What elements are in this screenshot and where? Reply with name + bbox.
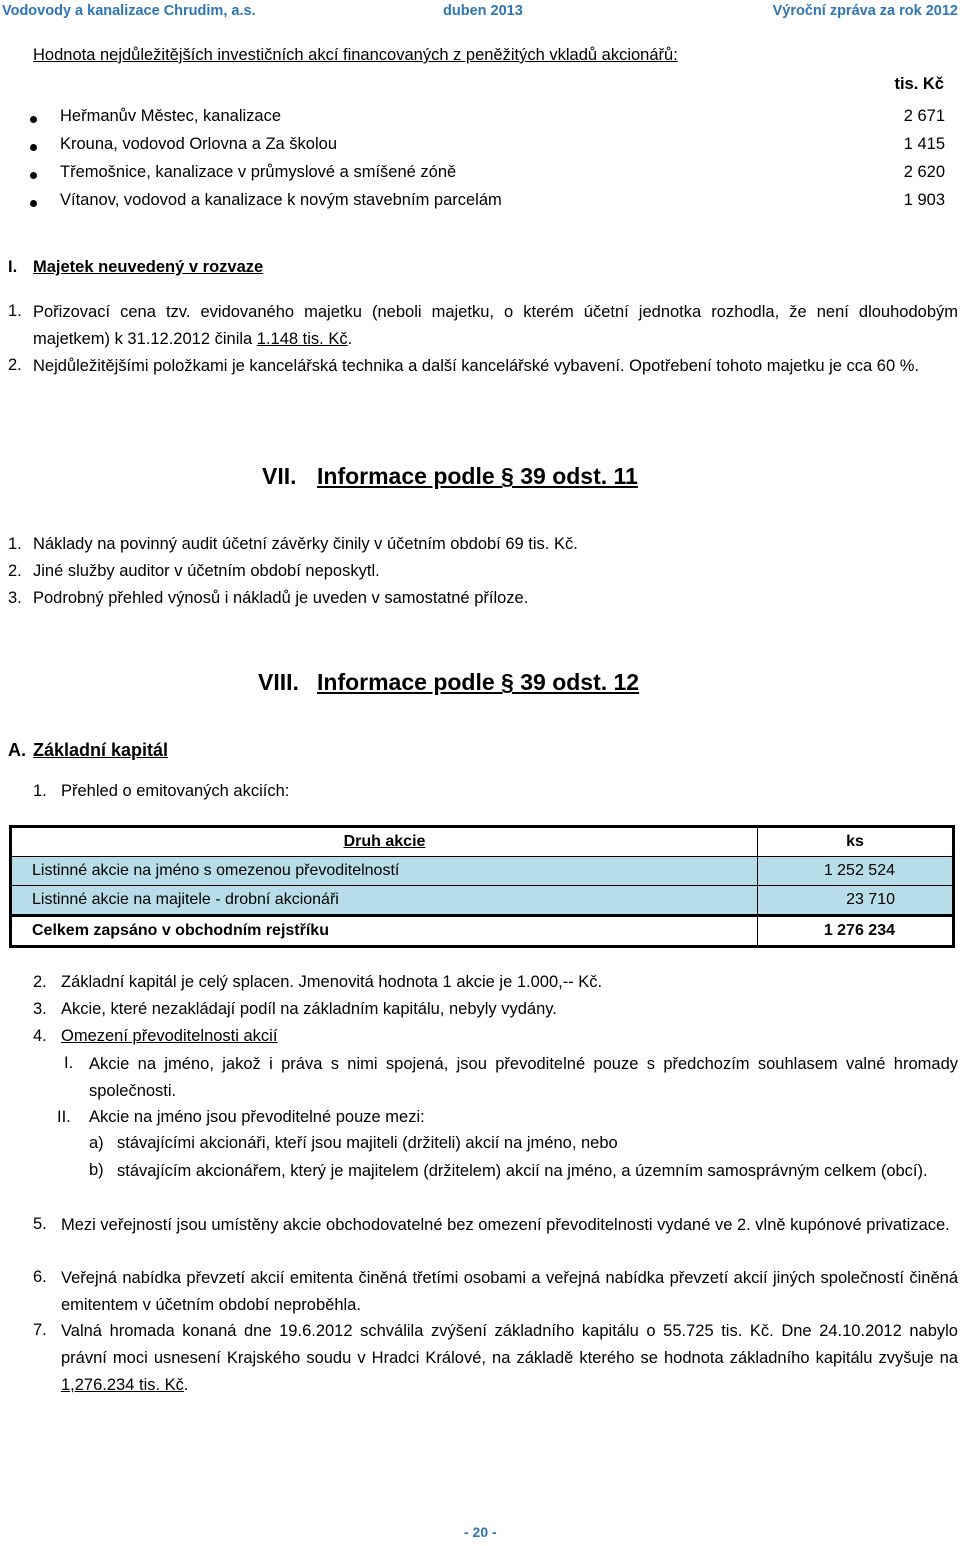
column-header-label: Druh akcie <box>343 833 426 850</box>
header-company: Vodovody a kanalizace Chrudim, a.s. <box>2 3 256 19</box>
letter-number: a) <box>89 1134 104 1152</box>
roman-number: II. <box>57 1108 71 1126</box>
section-title: Majetek neuvedený v rozvaze <box>33 258 264 276</box>
investments-unit: tis. Kč <box>894 75 944 93</box>
item-number: 2. <box>33 973 47 991</box>
item-number: 6. <box>33 1268 47 1286</box>
table-total-row <box>11 916 954 947</box>
punct: . <box>347 330 353 348</box>
share-count: 1 252 524 <box>758 857 954 886</box>
paragraph-text: Valná hromada konaná dne 19.6.2012 schválila zvýšení základního kapitálu o 55.725 tis. Kč. Dne 24.10.2012 nabylo právní moci usnesení Krajského soudu v Hradci Králové, na základě kterého se hodnota základního kapitálu zvyšuje na <box>61 1322 958 1367</box>
total-value: 1 276 234 <box>758 916 954 947</box>
page-number: - 20 - <box>464 1524 497 1540</box>
list-item <box>30 107 945 131</box>
item-number: 2. <box>8 356 22 374</box>
share-count: 23 710 <box>758 886 954 916</box>
paragraph: Mezi veřejností jsou umístěny akcie obchodovatelné bez omezení převoditelnosti vydané ve 2. vlně kupónové privatizace. <box>61 1216 950 1234</box>
header-report: Výroční zpráva za rok 2012 <box>772 3 958 19</box>
table-row <box>11 857 954 886</box>
section-number: VIII. <box>258 669 299 695</box>
item-number: 4. <box>33 1027 47 1045</box>
item-number: 1. <box>8 302 22 320</box>
table-row <box>11 886 954 916</box>
item-number: 5. <box>33 1215 47 1233</box>
subsection-title: Základní kapitál <box>33 740 169 760</box>
item-text: Jiné služby auditor v účetním období neposkytl. <box>33 562 380 580</box>
column-header <box>11 827 758 857</box>
item-text: Náklady na povinný audit účetní závěrky činily v účetním období 69 tis. Kč. <box>33 535 578 553</box>
amount: 1,276.234 tis. Kč <box>61 1376 184 1394</box>
share-type: Listinné akcie na majitele - drobní akcionáři <box>11 886 758 916</box>
item-number: 7. <box>33 1321 47 1339</box>
list-item <box>30 191 945 215</box>
column-header: ks <box>758 827 954 857</box>
bullet-icon <box>30 144 37 151</box>
subsection-number: A. <box>8 740 26 760</box>
investment-value: 2 620 <box>903 163 945 181</box>
investment-value: 2 671 <box>903 107 945 125</box>
item-text: stávajícími akcionáři, kteří jsou majiteli (držiteli) akcií na jméno, nebo <box>117 1134 618 1152</box>
investment-label: Vítanov, vodovod a kanalizace k novým stavebním parcelám <box>60 191 502 209</box>
paragraph: Nejdůležitějšími položkami je kancelářská technika a další kancelářské vybavení. Opotřebení tohoto majetku je cca 60 %. <box>33 357 919 375</box>
paragraph <box>61 1318 958 1399</box>
investment-label: Heřmanův Městec, kanalizace <box>60 107 282 125</box>
item-number: 2. <box>8 562 22 580</box>
item-number: 3. <box>33 1000 47 1018</box>
header-date: duben 2013 <box>443 3 523 19</box>
paragraph-text: Pořizovací cena tzv. evidovaného majetku (neboli majetku, o kterém účetní jednotka rozhodla, že není dlouhodobým majetkem) k 31.12.2012 činila <box>33 303 958 348</box>
item-text: Omezení převoditelnosti akcií <box>61 1027 278 1045</box>
item-number: 1. <box>8 535 22 553</box>
item-text: Akcie, které nezakládají podíl na základním kapitálu, nebyly vydány. <box>61 1000 557 1018</box>
item-number: 3. <box>8 589 22 607</box>
section-title: Informace podle § 39 odst. 11 <box>317 463 638 489</box>
section-title: Informace podle § 39 odst. 12 <box>317 669 640 695</box>
investment-value: 1 903 <box>903 191 945 209</box>
share-type: Listinné akcie na jméno s omezenou převoditelností <box>11 857 758 886</box>
roman-number: I. <box>64 1054 74 1072</box>
total-label: Celkem zapsáno v obchodním rejstříku <box>11 916 758 947</box>
paragraph <box>33 299 958 353</box>
investment-label: Třemošnice, kanalizace v průmyslové a smíšené zóně <box>60 163 457 181</box>
bullet-icon <box>30 116 37 123</box>
punct: . <box>183 1376 189 1394</box>
letter-number: b) <box>89 1161 104 1179</box>
paragraph: Akcie na jméno, jakož i práva s nimi spojená, jsou převoditelné pouze s předchozím souhlasem valné hromady společnosti. <box>89 1055 958 1100</box>
investments-title: Hodnota nejdůležitějších investičních akcí financovaných z peněžitých vkladů akcionářů: <box>33 46 678 64</box>
paragraph: Veřejná nabídka převzetí akcií emitenta činěná třetími osobami a veřejná nabídka převzetí akcií jiných společností činěná emitentem v účetním období neproběhla. <box>61 1269 958 1314</box>
section-number: I. <box>8 258 18 276</box>
shares-table <box>9 825 955 948</box>
list-item <box>30 135 945 159</box>
item-text: Podrobný přehled výnosů i nákladů je uveden v samostatné příloze. <box>33 589 529 607</box>
bullet-icon <box>30 172 37 179</box>
item-number: 1. <box>33 782 47 800</box>
table-header-row <box>11 827 954 857</box>
item-text: Akcie na jméno jsou převoditelné pouze mezi: <box>89 1108 425 1126</box>
item-text: Základní kapitál je celý splacen. Jmenovitá hodnota 1 akcie je 1.000,-- Kč. <box>61 973 603 991</box>
paragraph: stávajícím akcionářem, který je majitelem (držitelem) akcií na jméno, a územním samosprávným celkem (obcí). <box>117 1162 928 1180</box>
item-text: Přehled o emitovaných akciích: <box>61 782 290 800</box>
list-item <box>30 163 945 187</box>
bullet-icon <box>30 200 37 207</box>
section-number: VII. <box>262 463 297 489</box>
investment-value: 1 415 <box>903 135 945 153</box>
investment-label: Krouna, vodovod Orlovna a Za školou <box>60 135 337 153</box>
amount: 1.148 tis. Kč <box>256 330 348 348</box>
